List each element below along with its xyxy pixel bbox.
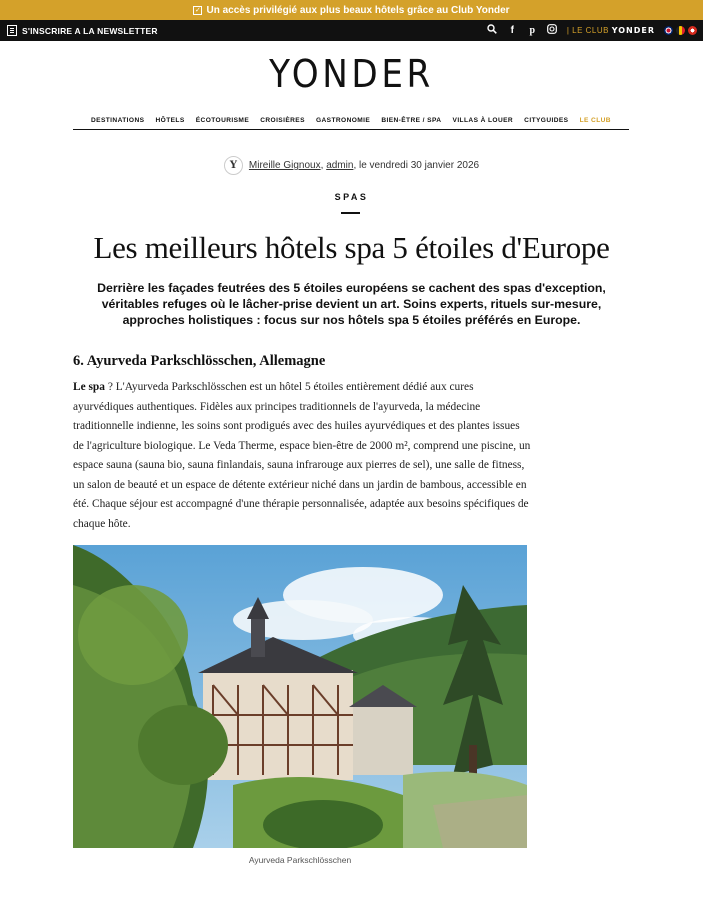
uk-flag-icon[interactable] <box>664 26 673 35</box>
article-lede: Derrière les façades feutrées des 5 étoiles européens se cachent des spas d'exception, véritables refuges où le lâcher-prise devient un art. Soins experts, rituels sur-mesure, approches holistiques : focus sur nos hôtels spa 5 étoiles préférés en Europe. <box>97 281 606 327</box>
club-link[interactable]: | LE CLUB YONDER <box>566 26 655 35</box>
body-lead: Le spa <box>73 381 105 393</box>
category-label[interactable]: SPAS <box>334 192 369 202</box>
nav-item-le-club[interactable]: LE CLUB <box>579 117 611 124</box>
facebook-icon[interactable]: f <box>510 25 514 36</box>
nav-item-destinations[interactable]: DESTINATIONS <box>91 117 145 124</box>
promo-text: Un accès privilégié aux plus beaux hôtels grâce au Club Yonder <box>206 4 510 16</box>
nav-item-hotels[interactable]: HÔTELS <box>155 117 185 124</box>
publish-date: , le vendredi 30 janvier 2026 <box>353 160 480 171</box>
pinterest-icon[interactable]: p <box>529 25 536 36</box>
hotel-photo-illustration <box>73 545 527 848</box>
site-logo[interactable]: YONDER <box>269 52 434 96</box>
language-flags <box>664 26 697 35</box>
byline-text <box>249 160 479 171</box>
main-nav <box>73 112 629 130</box>
top-bar <box>0 20 703 41</box>
newsletter-link[interactable] <box>7 25 158 36</box>
nav-item-croisieres[interactable]: CROISIÈRES <box>260 117 305 124</box>
switzerland-flag-icon[interactable] <box>688 26 697 35</box>
article-title: Les meilleurs hôtels spa 5 étoiles d'Europe <box>93 230 610 265</box>
belgium-flag-icon[interactable] <box>676 26 685 35</box>
author-separator: , <box>320 160 324 171</box>
avatar: Y <box>224 156 243 175</box>
article-body <box>73 378 531 534</box>
nav-item-cityguides[interactable]: CITYGUIDES <box>524 117 569 124</box>
category-divider <box>341 212 360 214</box>
newsletter-icon <box>7 25 17 36</box>
nav-item-villas[interactable]: VILLAS À LOUER <box>452 117 514 124</box>
club-brand: YONDER <box>611 26 655 35</box>
byline <box>0 156 703 175</box>
search-icon[interactable] <box>487 24 498 37</box>
promo-banner[interactable] <box>0 0 703 20</box>
club-prefix: LE CLUB <box>572 26 609 35</box>
check-icon: ✓ <box>195 6 201 14</box>
body-text: ? L'Ayurveda Parkschlösschen est un hôtel 5 étoiles entièrement dédié aux cures ayurvédiques authentiques. Fidèles aux principes traditionnels de l'ayurveda, la médecine traditionnelle indienne, les soins sont prodigués avec des huiles ayurvédiques et des plantes issues de l'agriculture biologique. Le Veda Therme, espace bien-être de 2000 m², comprend une piscine, un espace sauna (sauna bio, sauna finlandais, sauna infrarouge aux pierres de sel), une salle de fitness, un salon de beauté et un espace de détente extérieur niché dans un jardin de bambous, accessible en été. Chaque séjour est accompagné d'une thérapie personnalisée, adaptée aux besoins spécifiques de chaque hôte. <box>73 381 531 530</box>
photo-caption: Ayurveda Parkschlösschen <box>248 855 352 865</box>
top-tools <box>487 24 697 37</box>
newsletter-label: S'INSCRIRE A LA NEWSLETTER <box>22 25 158 36</box>
author-link-2[interactable]: admin <box>326 160 354 171</box>
instagram-icon[interactable] <box>547 24 558 37</box>
nav-item-bien-etre-spa[interactable]: BIEN-ÊTRE / SPA <box>381 117 442 124</box>
author-link-1[interactable]: Mireille Gignoux <box>248 160 321 171</box>
nav-item-gastronomie[interactable]: GASTRONOMIE <box>315 117 371 124</box>
nav-item-ecotourisme[interactable]: ÉCOTOURISME <box>195 117 250 124</box>
section-heading: 6. Ayurveda Parkschlösschen, Allemagne <box>73 353 326 369</box>
hotel-photo <box>73 545 527 848</box>
